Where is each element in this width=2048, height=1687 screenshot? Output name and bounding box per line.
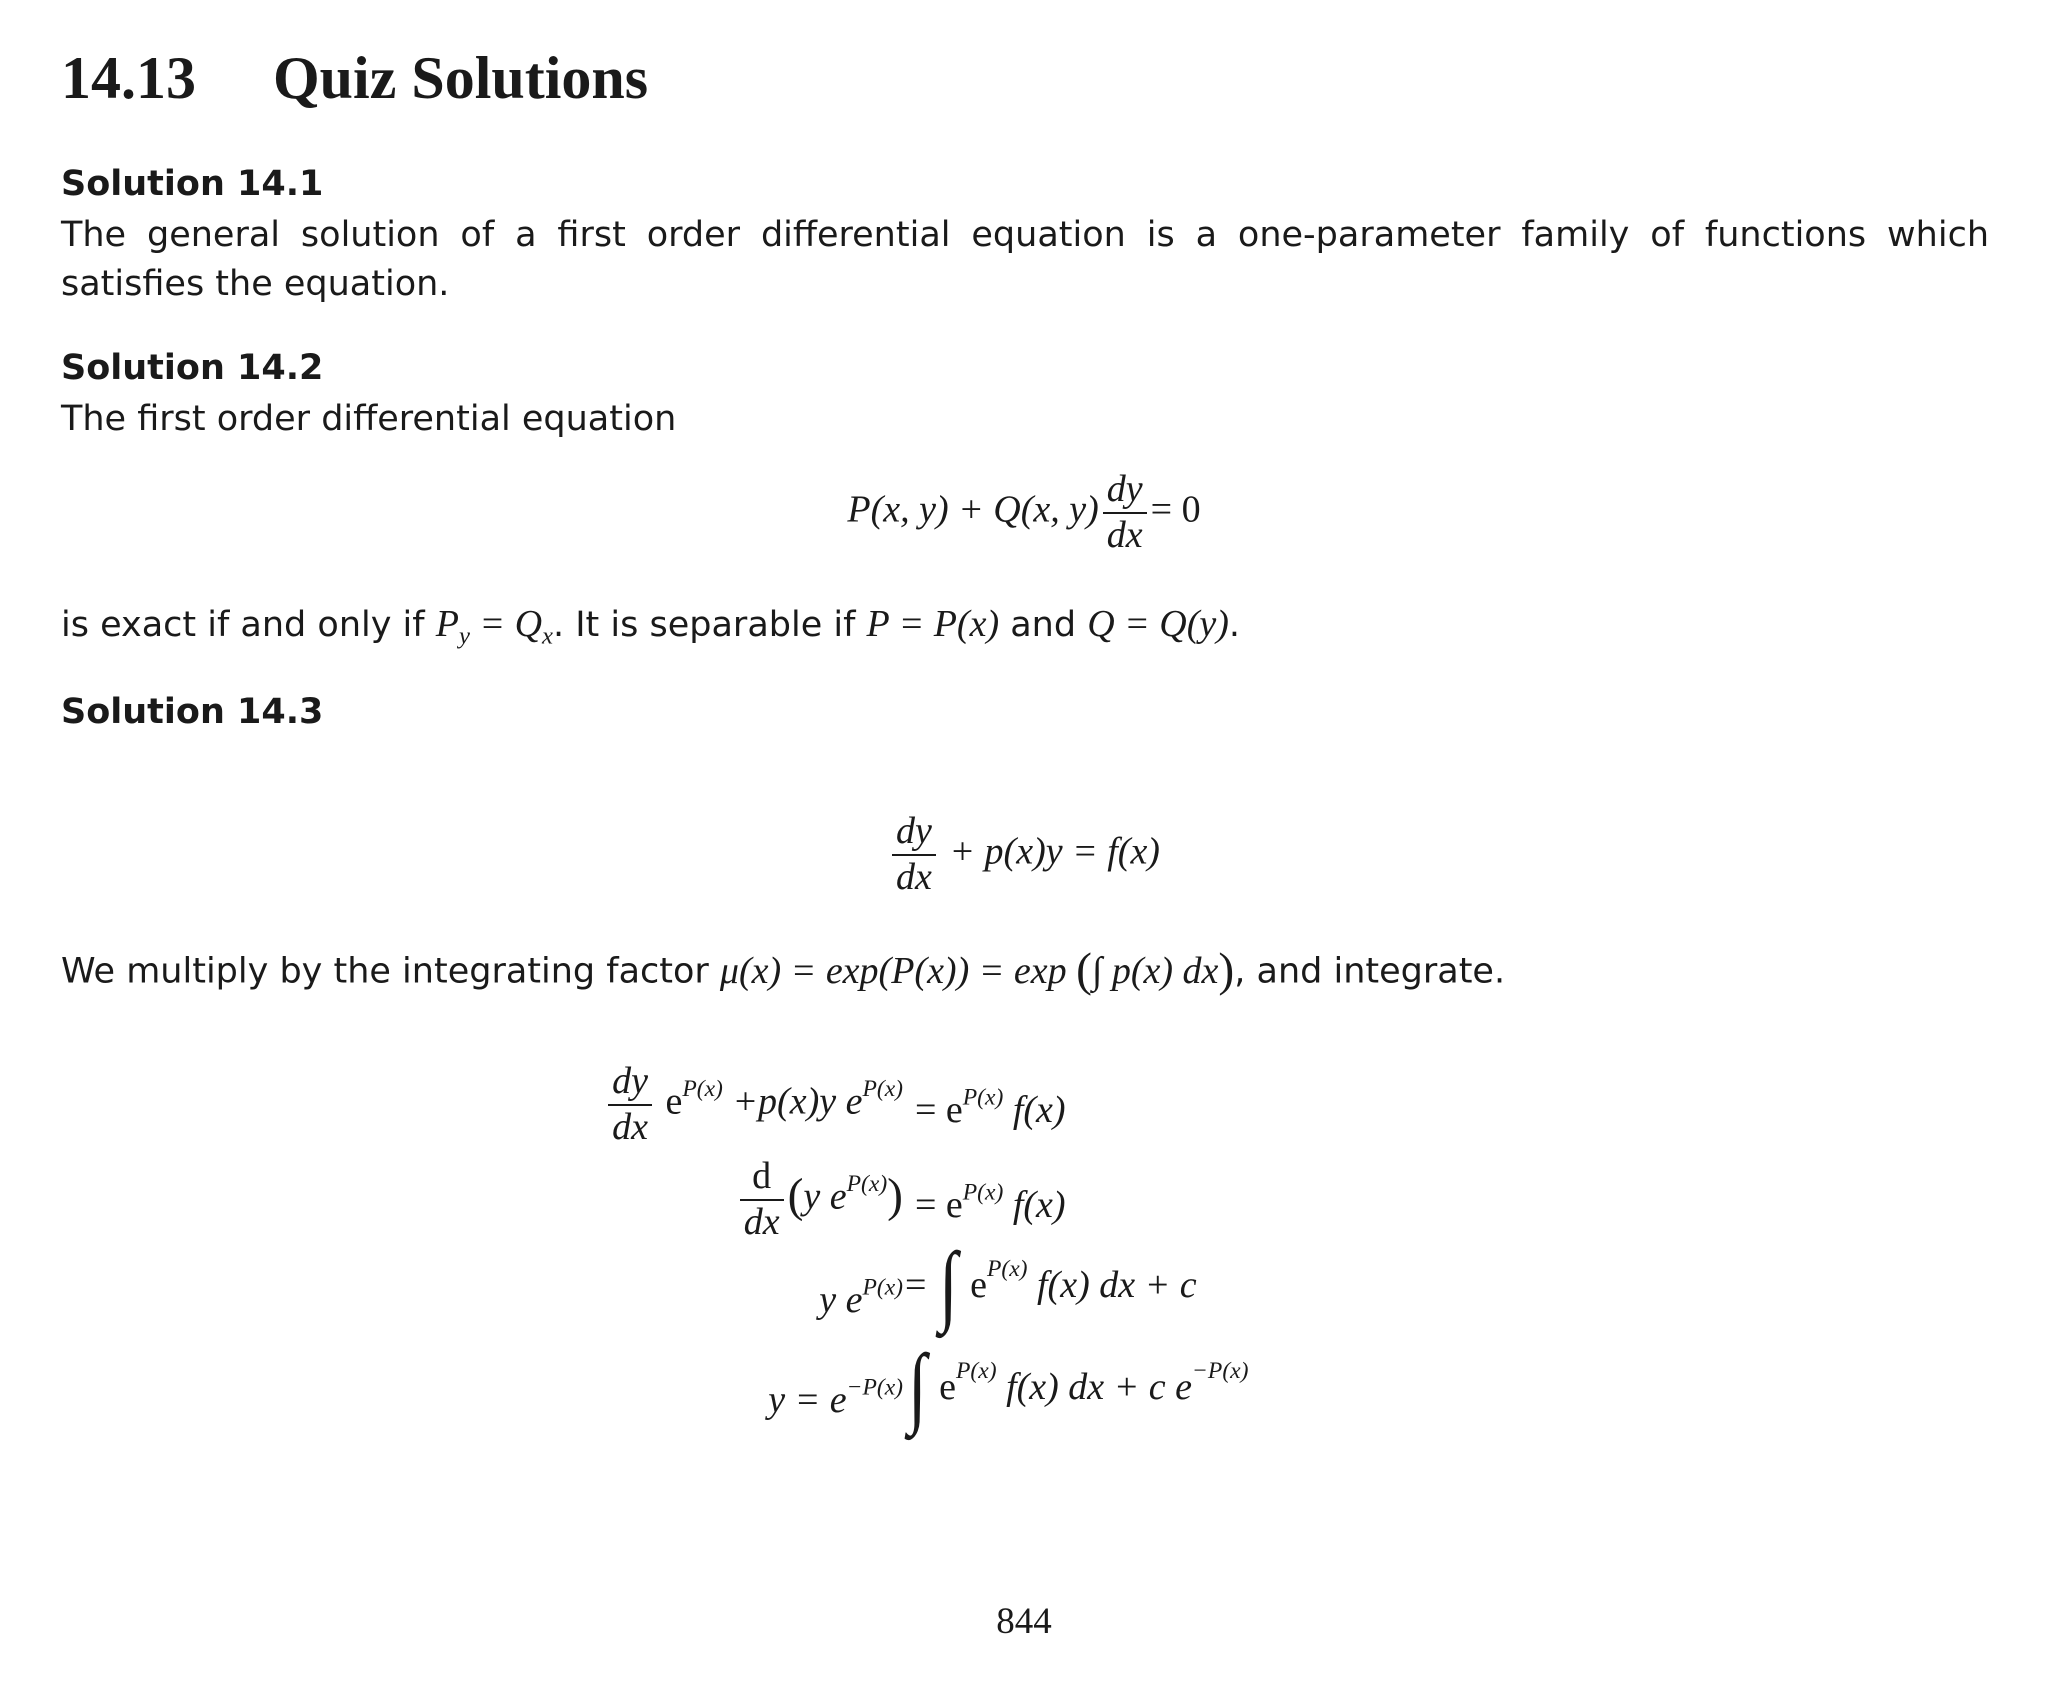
- display-equation: [0, 468, 2048, 557]
- right-paren: ): [1218, 944, 1235, 996]
- fraction-numerator: d: [752, 1155, 772, 1197]
- inline-math: [435, 603, 553, 650]
- right-paren: ): [887, 1169, 903, 1222]
- fraction-denominator: dx: [896, 855, 932, 898]
- solution-heading: Solution 14.1: [61, 164, 324, 204]
- align-row-lhs: [604, 1060, 903, 1149]
- math-symbol: P: [435, 603, 459, 645]
- equation-lhs: P(x, y) + Q(x, y): [847, 488, 1099, 531]
- fraction-denominator: dx: [1106, 513, 1143, 556]
- integral-sign: ∫: [939, 1235, 958, 1334]
- math-symbol: p(x) dx: [1111, 949, 1219, 992]
- derivative-fraction: [892, 810, 936, 899]
- align-row-rhs: [915, 1084, 1066, 1132]
- math-symbol: f(x): [1003, 1089, 1066, 1131]
- aligned-equations: [0, 1050, 2048, 1470]
- math-superscript: P(x): [986, 1256, 1028, 1283]
- solution-text: The general solution of a first order differential equation is a one-parameter family of functions which satisfies the equation.: [61, 215, 1989, 304]
- math-symbol: y = e: [768, 1379, 847, 1421]
- text-run: is exact if and only if: [61, 605, 436, 645]
- display-equation: [0, 810, 2048, 899]
- math-superscript: P(x): [846, 1170, 888, 1197]
- math-symbol: f(x): [1003, 1184, 1066, 1226]
- math-symbol: y e: [803, 1175, 847, 1218]
- text-run: . It is separable if: [552, 605, 867, 645]
- left-paren: (: [1076, 944, 1092, 996]
- integral-sign: ∫: [908, 1337, 927, 1436]
- inline-math: μ(x) = exp(P(x)) = exp (∫ p(x) dx): [719, 944, 1235, 996]
- solution-intro: The first order differential equation: [61, 399, 677, 439]
- math-subscript: y: [458, 622, 470, 650]
- math-superscript: P(x): [862, 1075, 903, 1102]
- solution-heading: Solution 14.3: [61, 692, 324, 732]
- inline-math: Q = Q(y): [1087, 603, 1229, 645]
- math-symbol: f(x) dx + c e: [996, 1366, 1193, 1408]
- math-symbol: f(x) dx + c: [1027, 1264, 1197, 1306]
- page-number: 844: [996, 1601, 1052, 1642]
- align-row-rhs: [905, 1337, 1249, 1436]
- text-run: .: [1228, 605, 1241, 645]
- math-symbol: y e: [819, 1279, 863, 1321]
- derivative-fraction: [740, 1155, 784, 1244]
- math-superscript: −P(x): [1192, 1358, 1249, 1385]
- math-superscript: P(x): [682, 1075, 723, 1102]
- math-superscript: −P(x): [846, 1374, 903, 1401]
- fraction-denominator: dx: [612, 1105, 648, 1148]
- math-symbol: e: [960, 1264, 987, 1306]
- solution-heading: Solution 14.2: [61, 348, 324, 388]
- fraction-numerator: dy: [1106, 468, 1143, 510]
- derivative-fraction: [608, 1060, 652, 1149]
- align-row-rhs: [905, 1235, 1197, 1334]
- inline-math: P = P(x): [866, 603, 1000, 645]
- math-symbol: = e: [915, 1184, 963, 1226]
- section-number: 14.13: [61, 45, 196, 111]
- section-title-text: Quiz Solutions: [273, 45, 649, 111]
- align-row-lhs: [819, 1274, 903, 1322]
- fraction-numerator: dy: [612, 1060, 648, 1102]
- equation-rhs: = 0: [1150, 488, 1201, 531]
- equation-rest: + p(x)y = f(x): [939, 830, 1160, 873]
- text-run: and: [999, 605, 1088, 645]
- math-symbol: =: [905, 1264, 927, 1306]
- math-superscript: P(x): [862, 1274, 903, 1301]
- align-row-rhs: [915, 1179, 1066, 1227]
- math-symbol: μ(x) = exp(P(x)) = exp: [719, 949, 1067, 992]
- math-symbol: +p(x)y e: [722, 1080, 863, 1123]
- math-symbol: e: [656, 1080, 683, 1123]
- align-row-lhs: [736, 1155, 903, 1244]
- math-symbol: = Q: [469, 603, 543, 645]
- fraction-numerator: dy: [896, 810, 932, 852]
- solution-middle: [61, 946, 1989, 997]
- text-run: We multiply by the integrating factor: [61, 951, 720, 992]
- math-superscript: P(x): [956, 1358, 997, 1385]
- math-symbol: = e: [915, 1089, 963, 1131]
- align-row-lhs: [768, 1374, 903, 1422]
- section-title: [61, 45, 649, 111]
- math-symbol: e: [929, 1366, 957, 1408]
- math-superscript: P(x): [962, 1179, 1004, 1206]
- derivative-fraction: [1103, 468, 1147, 557]
- math-superscript: P(x): [962, 1084, 1004, 1111]
- left-paren: (: [787, 1169, 804, 1222]
- math-subscript: x: [542, 622, 553, 650]
- solution-conclusion: [61, 600, 1989, 650]
- fraction-denominator: dx: [743, 1200, 780, 1243]
- text-run: , and integrate.: [1234, 951, 1506, 992]
